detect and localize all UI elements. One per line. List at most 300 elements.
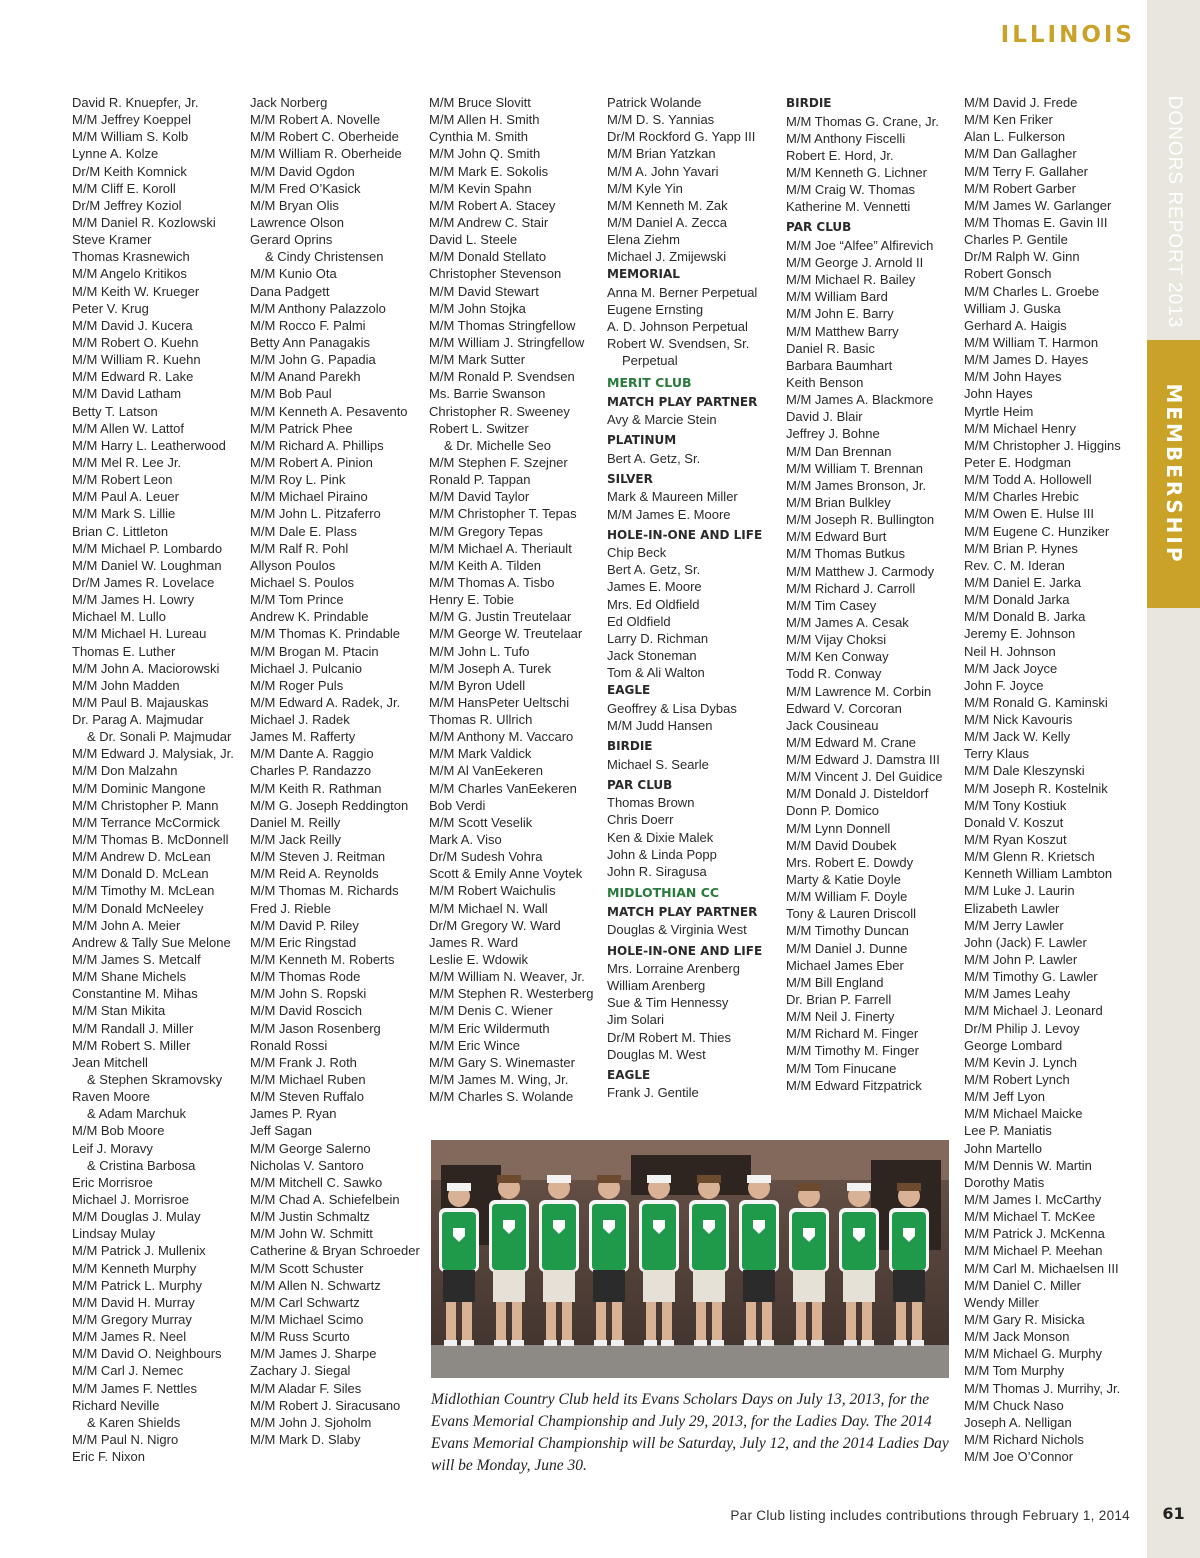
donor-name: M/M James W. Garlanger (964, 197, 1112, 213)
donor-name: Michael M. Lullo (72, 609, 166, 625)
donor-name: M/M Jack W. Kelly (964, 729, 1071, 745)
donor-name: M/M Joe O’Connor (964, 1449, 1074, 1465)
donor-name: M/M Kenneth Murphy (72, 1260, 197, 1276)
donor-name: M/M James A. Blackmore (786, 392, 934, 408)
donor-name: M/M David Doubek (786, 837, 897, 853)
donor-name: M/M Robert S. Miller (72, 1037, 191, 1053)
donor-name: M/M John S. Ropski (250, 986, 367, 1002)
donor-name: Ronald P. Tappan (429, 472, 531, 488)
donor-name: M/M Matthew Barry (786, 323, 899, 339)
donor-name: James R. Ward (429, 934, 519, 950)
donor-name: M/M Jack Joyce (964, 660, 1058, 676)
donor-name: Leif J. Moravy (72, 1140, 153, 1156)
donor-name: M/M Ken Friker (964, 112, 1053, 128)
donor-name: M/M Jeffrey Koeppel (72, 112, 191, 128)
donor-name: M/M Michael J. Leonard (964, 1003, 1103, 1019)
photo-caption: Midlothian Country Club held its Evans Scholars Days on July 13, 2013, for the Evans Memorial Championship and July 29, 2013, for the Ladies Day. The 2014 Evans Memorial Championship will be Saturday, July 12, and the 2014 Ladies Day will be Monday, June 30. (431, 1391, 949, 1474)
donor-name: Allyson Poulos (250, 557, 336, 573)
donor-name: M/M Vijay Choksi (786, 632, 887, 648)
donor-name: M/M Douglas J. Mulay (72, 1209, 201, 1225)
donor-name: M/M William Bard (786, 289, 888, 305)
donor-name: M/M Fred O’Kasick (250, 180, 361, 196)
donor-name: M/M Carl Schwartz (250, 1294, 360, 1310)
donor-name: M/M Eric Ringstad (250, 934, 357, 950)
donor-name: M/M Terry F. Gallaher (964, 163, 1089, 179)
donor-name: M/M Daniel J. Dunne (786, 940, 908, 956)
state-heading: ILLINOIS (1000, 22, 1135, 48)
donor-name: M/M G. Justin Treutelaar (429, 609, 572, 625)
donor-name: Jack Cousineau (786, 717, 879, 733)
report-label-wrap (1147, 92, 1200, 332)
donor-name: M/M James D. Hayes (964, 352, 1089, 368)
donor-name: M/M Charles S. Wolande (429, 1089, 574, 1105)
donor-name: M/M Michael Ruben (250, 1072, 366, 1088)
donor-name: Todd R. Conway (786, 666, 882, 682)
donor-name: M/M John Madden (72, 677, 180, 693)
donor-name-continuation: & Karen Shields (87, 1414, 181, 1430)
donor-name: M/M Thomas Stringfellow (429, 317, 576, 333)
donor-name-continuation: & Adam Marchuk (87, 1106, 186, 1122)
club-heading: MIDLOTHIAN CC (607, 884, 720, 900)
donor-name: M/M Robert Garber (964, 180, 1076, 196)
donor-name: Lindsay Mulay (72, 1226, 156, 1242)
donor-name: Chris Doerr (607, 812, 674, 828)
donor-name: M/M George Salerno (250, 1140, 371, 1156)
donor-name-continuation: & Cristina Barbosa (87, 1157, 196, 1173)
donor-name: M/M D. S. Yannias (607, 112, 715, 128)
donor-name: Dr. Parag A. Majmudar (72, 712, 204, 728)
donor-name: David L. Steele (429, 232, 518, 248)
tier-heading: BIRDIE (607, 739, 653, 754)
donor-name: Ken & Dixie Malek (607, 829, 714, 845)
donor-name: Barbara Baumhart (786, 357, 893, 373)
donor-name: Catherine & Bryan Schroeder (250, 1243, 420, 1259)
donor-name: Bob Verdi (429, 797, 486, 813)
donor-name: M/M Paul N. Nigro (72, 1431, 179, 1447)
donor-name: M/M Mark Sutter (429, 352, 526, 368)
donor-name: M/M Roy L. Pink (250, 472, 346, 488)
donor-name: Dr/M Gregory W. Ward (429, 917, 561, 933)
donor-name: M/M Kenneth M. Zak (607, 197, 728, 213)
donor-name: Jeff Sagan (250, 1123, 312, 1139)
donor-name: M/M Robert A. Novelle (250, 112, 381, 128)
donor-name: M/M David P. Riley (250, 917, 359, 933)
donor-name: M/M Andrew D. McLean (72, 849, 211, 865)
donor-name: M/M Bob Paul (250, 386, 332, 402)
donor-name: M/M John A. Maciorowski (72, 660, 220, 676)
donor-name: Rev. C. M. Ideran (964, 557, 1065, 573)
donor-name: Gerhard A. Haigis (964, 317, 1067, 333)
membership-label: MEMBERSHIP (1161, 383, 1186, 565)
donor-name: M/M Edward J. Damstra III (786, 752, 940, 768)
donor-name: M/M Ronald P. Svendsen (429, 369, 575, 385)
tier-heading: EAGLE (607, 683, 651, 698)
donor-name: Peter V. Krug (72, 300, 149, 316)
donor-name: M/M Dominic Mangone (72, 780, 206, 796)
donor-name: M/M Paul A. Leuer (72, 489, 179, 505)
donor-name: M/M Michael P. Meehan (964, 1243, 1103, 1259)
donor-name: Betty Ann Panagakis (250, 334, 370, 350)
donor-name: M/M Terrance McCormick (72, 814, 220, 830)
donor-name: M/M Ryan Koszut (964, 832, 1067, 848)
donor-name: M/M Christopher J. Higgins (964, 437, 1121, 453)
donor-name: Gerard Oprins (250, 232, 333, 248)
donor-name: M/M Ralf R. Pohl (250, 540, 349, 556)
donor-name: M/M George J. Arnold II (786, 254, 924, 270)
donor-name: M/M Jack Monson (964, 1329, 1070, 1345)
donor-name: M/M Neil J. Finerty (786, 1009, 895, 1025)
donor-name: James E. Moore (607, 579, 702, 595)
donor-name: M/M Richard M. Finger (786, 1026, 919, 1042)
tier-heading: MATCH PLAY PARTNER (607, 904, 758, 919)
donor-name: M/M David Ogdon (250, 163, 355, 179)
donor-name: Douglas M. West (607, 1046, 706, 1062)
donor-name: Alan L. Fulkerson (964, 129, 1066, 145)
donor-name: M/M Mark E. Sokolis (429, 163, 549, 179)
donor-name: Mrs. Lorraine Arenberg (607, 961, 740, 977)
donor-name: M/M Shane Michels (72, 969, 187, 985)
donor-name: Frank J. Gentile (607, 1085, 699, 1101)
donor-name: M/M Richard J. Carroll (786, 580, 916, 596)
tier-heading: HOLE-IN-ONE AND LIFE (607, 943, 763, 958)
donor-name: M/M William S. Kolb (72, 129, 189, 145)
page-number: 61 (1162, 1504, 1185, 1523)
donor-name: Bert A. Getz, Sr. (607, 450, 701, 466)
donor-name: Zachary J. Siegal (250, 1363, 351, 1379)
donor-name: M/M Dan Gallagher (964, 146, 1077, 162)
donor-name: M/M Michael A. Theriault (429, 540, 572, 556)
donor-name: Tony & Lauren Driscoll (786, 906, 917, 922)
donor-name: Mark A. Viso (429, 832, 502, 848)
donor-name-continuation: & Cindy Christensen (265, 249, 384, 265)
donor-name: M/M Bryan Olis (250, 197, 339, 213)
donor-name: John Martello (964, 1140, 1043, 1156)
donor-name: Charles P. Gentile (964, 232, 1068, 248)
donor-name: M/M Lawrence M. Corbin (786, 683, 932, 699)
donor-name: Dr/M Ralph W. Ginn (964, 249, 1080, 265)
donor-name: M/M Dale Kleszynski (964, 763, 1085, 779)
donor-name: Patrick Wolande (607, 95, 702, 110)
donor-name: M/M James Leahy (964, 986, 1071, 1002)
donor-name: M/M Ken Conway (786, 649, 889, 665)
donor-column-6 (964, 94, 1140, 1465)
donor-name: M/M Craig W. Thomas (786, 182, 916, 198)
donor-name: M/M Timothy M. Finger (786, 1043, 919, 1059)
donor-name: Raven Moore (72, 1089, 151, 1105)
donor-name: M/M James I. McCarthy (964, 1192, 1102, 1207)
donor-name: M/M Allen W. Lattof (72, 420, 184, 436)
donor-name: M/M Daniel R. Kozlowski (72, 214, 216, 230)
donor-column-4 (607, 94, 783, 1102)
donor-name: M/M Tony Kostiuk (964, 797, 1067, 813)
donor-name: Keith Benson (786, 374, 864, 390)
donor-name: M/M Mel R. Lee Jr. (72, 454, 182, 470)
donor-name: M/M Joseph R. Kostelnik (964, 780, 1108, 796)
donor-name: M/M Edward M. Crane (786, 734, 917, 750)
donor-name: M/M John L. Pitzaferro (250, 506, 381, 522)
donor-name: M/M Aladar F. Siles (250, 1380, 362, 1396)
donor-name: M/M Dan Brennan (786, 443, 892, 459)
donor-name: M/M Donald D. McLean (72, 866, 209, 882)
donor-name: M/M Cliff E. Koroll (72, 180, 176, 196)
donor-name: Neil H. Johnson (964, 643, 1056, 659)
donor-name: Daniel R. Basic (786, 340, 875, 356)
donor-name: M/M Jeff Lyon (964, 1089, 1045, 1105)
donor-name: M/M Steven Ruffalo (250, 1089, 364, 1105)
donor-name: Robert Gonsch (964, 266, 1052, 282)
donor-name: John & Linda Popp (607, 846, 717, 862)
donor-name: M/M David Roscich (250, 1003, 362, 1019)
donor-name: M/M Roger Puls (250, 677, 344, 693)
donor-name: M/M James H. Lowry (72, 592, 195, 608)
donor-name: Donn P. Domico (786, 803, 879, 819)
tier-heading: PAR CLUB (607, 777, 673, 792)
donor-name: M/M Thomas Rode (250, 969, 361, 985)
donor-name: Brian C. Littleton (72, 523, 169, 539)
donor-name: M/M Michael H. Lureau (72, 626, 207, 642)
donor-name: M/M Gary S. Winemaster (429, 1054, 575, 1070)
donor-name: Edward V. Corcoran (786, 700, 902, 716)
donor-name: M/M Bill England (786, 974, 884, 990)
donor-name: M/M John Hayes (964, 369, 1062, 385)
donor-name: M/M Richard Nichols (964, 1431, 1084, 1447)
donor-name: M/M Edward R. Lake (72, 369, 194, 385)
donor-name: M/M Timothy Duncan (786, 923, 909, 939)
donor-name: Wendy Miller (964, 1294, 1039, 1310)
donor-name: M/M Tom Prince (250, 592, 344, 608)
donor-name: M/M David J. Frede (964, 95, 1078, 110)
donor-name: M/M Thomas G. Crane, Jr. (786, 113, 939, 129)
donor-name: M/M Michael G. Murphy (964, 1346, 1102, 1362)
donor-name: M/M Robert Lynch (964, 1072, 1070, 1088)
donor-name: M/M Edward A. Radek, Jr. (250, 694, 401, 710)
donor-name-continuation: & Stephen Skramovsky (87, 1072, 223, 1088)
donor-name: Dr/M Rockford G. Yapp III (607, 129, 756, 145)
donor-name: William J. Guska (964, 300, 1061, 316)
donor-column-1 (72, 94, 248, 1465)
donor-name: Christopher R. Sweeney (429, 403, 570, 419)
donor-name: M/M John Q. Smith (429, 146, 541, 162)
donor-name: M/M Justin Schmaltz (250, 1209, 370, 1225)
donor-name: M/M John E. Barry (786, 306, 894, 322)
donor-name: Jack Stoneman (607, 648, 697, 664)
donor-column-3 (429, 94, 605, 1105)
donor-name: Nicholas V. Santoro (250, 1157, 364, 1173)
donor-name: Ronald Rossi (250, 1037, 328, 1053)
donor-name-continuation: & Dr. Michelle Seo (444, 437, 551, 453)
donor-name: M/M Thomas A. Tisbo (429, 574, 555, 590)
tier-heading: PAR CLUB (786, 220, 852, 235)
donor-name: M/M Donald Jarka (964, 592, 1070, 608)
donor-name: Geoffrey & Lisa Dybas (607, 700, 737, 716)
caddie-group-photo (431, 1140, 949, 1378)
donor-name: John (Jack) F. Lawler (964, 934, 1087, 950)
donor-name: Lee P. Maniatis (964, 1123, 1052, 1139)
donor-name: Anna M. Berner Perpetual (607, 284, 758, 300)
donor-name: M/M Thomas B. McDonnell (72, 832, 229, 848)
donor-name: M/M William F. Doyle (786, 889, 908, 905)
donor-name: M/M John L. Tufo (429, 643, 530, 659)
donor-name: John R. Siragusa (607, 863, 707, 879)
donor-name: Ms. Barrie Swanson (429, 386, 546, 402)
donor-name: John F. Joyce (964, 677, 1044, 693)
donor-name: Douglas & Virginia West (607, 922, 747, 938)
donor-name: M/M Owen E. Hulse III (964, 506, 1095, 522)
donor-name: M/M David Taylor (429, 489, 530, 505)
donor-name: M/M Daniel C. Miller (964, 1277, 1082, 1293)
donor-name: Mrs. Robert E. Dowdy (786, 854, 914, 870)
donor-name: M/M Michael P. Lombardo (72, 540, 223, 556)
donor-name: M/M Michael Henry (964, 420, 1076, 436)
donor-name: M/M Jack Reilly (250, 832, 342, 848)
donor-name: M/M Gregory Murray (72, 1311, 192, 1327)
donor-name: M/M Brian P. Hynes (964, 540, 1078, 556)
donor-name: M/M Daniel A. Zecca (607, 214, 727, 230)
donor-name: M/M George W. Treutelaar (429, 626, 583, 642)
donor-name: M/M David H. Murray (72, 1294, 195, 1310)
donor-name: Constantine M. Mihas (72, 986, 198, 1002)
donor-name: Joseph A. Nelligan (964, 1414, 1072, 1430)
donor-name: M/M Robert J. Siracusano (250, 1397, 401, 1413)
donor-name: Dorothy Matis (964, 1174, 1045, 1190)
donor-name: M/M David J. Kucera (72, 317, 193, 333)
donor-name: M/M Michael Scimo (250, 1311, 364, 1327)
donor-name: M/M John G. Papadia (250, 352, 376, 368)
donor-name: Marty & Katie Doyle (786, 872, 901, 888)
donor-name: M/M Lynn Donnell (786, 820, 891, 836)
donor-name: M/M Russ Scurto (250, 1329, 350, 1345)
donor-name: M/M Robert Leon (72, 472, 173, 488)
donor-name: M/M Reid A. Reynolds (250, 866, 379, 882)
donor-name: M/M Paul B. Majauskas (72, 694, 209, 710)
donor-name: Michael James Eber (786, 957, 904, 973)
sidebar-tab (1147, 0, 1200, 1558)
donor-name: M/M Glenn R. Krietsch (964, 849, 1095, 865)
donor-name: David J. Blair (786, 409, 863, 425)
donor-name: M/M Matthew J. Carmody (786, 563, 935, 579)
donor-name: M/M Angelo Kritikos (72, 266, 187, 282)
donor-name: M/M Todd A. Hollowell (964, 472, 1092, 488)
donor-name: M/M William N. Weaver, Jr. (429, 969, 585, 985)
donor-name: M/M Tom Murphy (964, 1363, 1065, 1379)
donor-name: M/M Scott Schuster (250, 1260, 364, 1276)
donor-name: Andrew & Tally Sue Melone (72, 934, 231, 950)
donor-name: M/M Luke J. Laurin (964, 883, 1075, 899)
donor-name: Lawrence Olson (250, 214, 344, 230)
donor-name: M/M Joe “Alfee” Alfirevich (786, 237, 934, 253)
donor-name: M/M James F. Nettles (72, 1380, 197, 1396)
tier-heading: SILVER (607, 471, 653, 486)
donor-name: M/M Kenneth M. Roberts (250, 952, 395, 968)
donor-name: Jack Norberg (250, 95, 328, 110)
donor-name: Dr/M Philip J. Levoy (964, 1020, 1080, 1036)
donor-name: M/M A. John Yavari (607, 163, 719, 179)
donor-name: M/M James J. Sharpe (250, 1346, 377, 1362)
donor-name: Donald V. Koszut (964, 814, 1064, 830)
donor-name: Eric F. Nixon (72, 1449, 145, 1465)
donor-name: M/M Edward Burt (786, 529, 887, 545)
donor-name: M/M Brian Yatzkan (607, 146, 716, 162)
donor-name: Andrew K. Prindable (250, 609, 369, 625)
donor-name: M/M Richard A. Phillips (250, 437, 384, 453)
donor-name: Chip Beck (607, 545, 667, 561)
donor-name: M/M Thomas M. Richards (250, 883, 399, 899)
donor-name: M/M Timothy G. Lawler (964, 969, 1098, 985)
donor-name: M/M Robert C. Oberheide (250, 129, 399, 145)
donor-name: M/M Brogan M. Ptacin (250, 643, 379, 659)
donor-name: M/M Tim Casey (786, 597, 877, 613)
donor-name: Terry Klaus (964, 746, 1030, 762)
donor-name: M/M Anthony M. Vaccaro (429, 729, 574, 745)
donor-name: M/M Charles Hrebic (964, 489, 1079, 505)
donor-name: M/M Michael R. Bailey (786, 272, 916, 288)
donor-name: M/M David O. Neighbours (72, 1346, 222, 1362)
donor-name: James P. Ryan (250, 1106, 337, 1122)
donor-name: Larry D. Richman (607, 630, 709, 646)
donors-report-label: DONORS REPORT 2013 (1163, 95, 1185, 329)
donor-name: Jean Mitchell (72, 1054, 148, 1070)
donor-name: M/M Robert O. Kuehn (72, 334, 199, 350)
donor-name: Betty T. Latson (72, 403, 158, 419)
donor-name: M/M Dennis W. Martin (964, 1157, 1092, 1173)
donor-name: M/M Mark S. Lillie (72, 506, 176, 522)
donor-name: M/M Nick Kavouris (964, 712, 1073, 728)
donor-name: M/M Michael N. Wall (429, 900, 548, 916)
donor-name: Mark & Maureen Miller (607, 489, 738, 505)
donor-name: M/M John Stojka (429, 300, 526, 316)
donor-name: M/M Keith A. Tilden (429, 557, 541, 573)
donor-name: Richard Neville (72, 1397, 160, 1413)
donor-name: Scott & Emily Anne Voytek (429, 866, 583, 882)
donor-name: M/M G. Joseph Reddington (250, 797, 409, 813)
donor-name: M/M Mark Valdick (429, 746, 532, 762)
donor-name: Cynthia M. Smith (429, 129, 528, 145)
donor-name: Michael S. Searle (607, 756, 709, 772)
donor-name: M/M Jerry Lawler (964, 917, 1064, 933)
donor-name: M/M William R. Kuehn (72, 352, 201, 368)
donor-name: M/M Thomas K. Prindable (250, 626, 401, 642)
donor-name: M/M Donald J. Disteldorf (786, 786, 929, 802)
donor-name: M/M Kenneth A. Pesavento (250, 403, 408, 419)
donor-name: M/M Patrick L. Murphy (72, 1277, 203, 1293)
donor-name: Tom & Ali Walton (607, 665, 705, 681)
tier-heading: PLATINUM (607, 433, 677, 448)
donor-name: M/M Christopher P. Mann (72, 797, 219, 813)
donor-name: M/M Daniel W. Loughman (72, 557, 222, 573)
donor-name: M/M John J. Sjoholm (250, 1414, 372, 1430)
donor-name: M/M Anthony Palazzolo (250, 300, 386, 316)
donor-name: Michael J. Morrisroe (72, 1192, 190, 1207)
donor-name: Elena Ziehm (607, 232, 680, 248)
donor-name: M/M Al VanEekeren (429, 763, 543, 779)
donor-name: Dr/M Jeffrey Koziol (72, 197, 182, 213)
donor-name: M/M Bob Moore (72, 1123, 165, 1139)
donor-name: M/M James S. Metcalf (72, 952, 201, 968)
donor-name: Avy & Marcie Stein (607, 412, 717, 428)
donor-name: M/M Eugene C. Hunziker (964, 523, 1110, 539)
donor-name: M/M Allen H. Smith (429, 112, 540, 128)
donor-name: M/M Tom Finucane (786, 1060, 897, 1076)
donor-name: Michael J. Pulcanio (250, 660, 362, 676)
tier-heading: BIRDIE (786, 96, 832, 110)
donor-name: M/M Denis C. Wiener (429, 1003, 553, 1019)
donor-column-2 (250, 94, 426, 1448)
donor-name: M/M Christopher T. Tepas (429, 506, 577, 522)
donor-name: Thomas Brown (607, 795, 695, 811)
donor-name: Dr/M Robert M. Thies (607, 1029, 732, 1045)
donor-name: M/M Edward Fitzpatrick (786, 1077, 922, 1093)
donor-name: M/M Michael Piraino (250, 489, 368, 505)
